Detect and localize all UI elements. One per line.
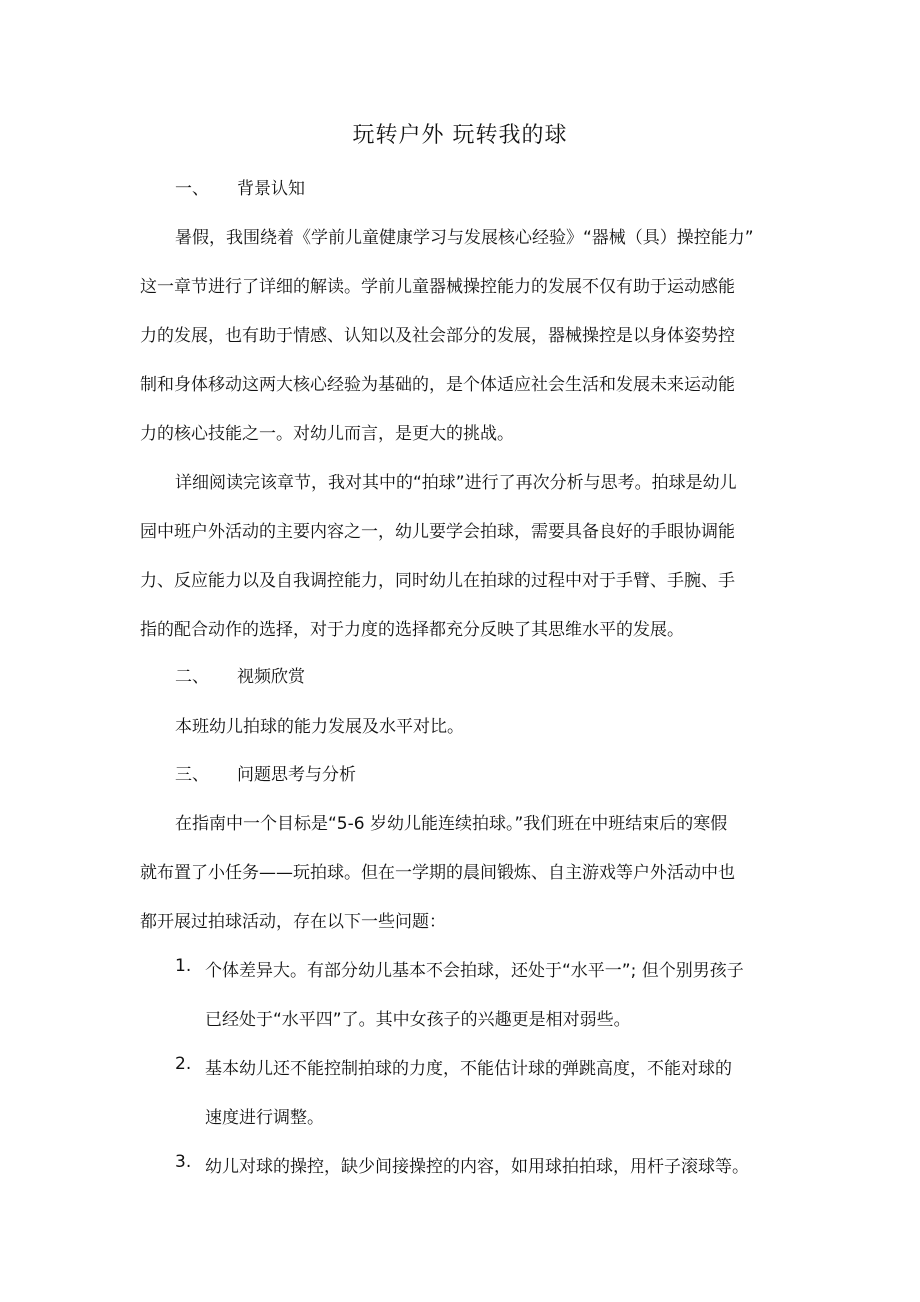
section-heading-2: [175, 662, 305, 687]
section-label: 视频欣赏: [237, 667, 305, 687]
paragraph-line: 暑假，我围绕着《学前儿童健康学习与发展核心经验》“器械（具）操控能力”: [175, 228, 754, 248]
paragraph-line: 园中班户外活动的主要内容之一，幼儿要学会拍球，需要具备良好的手眼协调能: [140, 522, 735, 542]
section-number: 一、: [175, 179, 209, 199]
section-label: 问题思考与分析: [237, 765, 356, 785]
paragraph-line: 就布置了小任务——玩拍球。但在一学期的晨间锻炼、自主游戏等户外活动中也: [140, 863, 735, 883]
list-item-line: 幼儿对球的操控，缺少间接操控的内容，如用球拍拍球，用杆子滚球等。: [205, 1157, 749, 1177]
paragraph-line: 都开展过拍球活动，存在以下一些问题：: [140, 912, 446, 932]
list-item-line: 速度进行调整。: [205, 1108, 324, 1128]
section-heading-1: [175, 174, 305, 199]
section-heading-3: [175, 760, 356, 785]
page-title: 玩转户外 玩转我的球: [352, 123, 568, 148]
section-number: 三、: [175, 765, 209, 785]
paragraph-line: 力、反应能力以及自我调控能力，同时幼儿在拍球的过程中对于手臂、手腕、手: [140, 571, 735, 591]
list-item-line: 个体差异大。有部分幼儿基本不会拍球，还处于“水平一”; 但个别男孩子: [205, 961, 744, 981]
paragraph-line: 详细阅读完该章节，我对其中的“拍球”进行了再次分析与思考。拍球是幼儿: [175, 473, 737, 493]
paragraph-line: 力的核心技能之一。对幼儿而言，是更大的挑战。: [140, 424, 514, 444]
list-item-line: 基本幼儿还不能控制拍球的力度，不能估计球的弹跳高度，不能对球的: [205, 1059, 732, 1079]
paragraph-line: 制和身体移动这两大核心经验为基础的，是个体适应社会生活和发展未来运动能: [140, 375, 735, 395]
paragraph-line: 力的发展，也有助于情感、认知以及社会部分的发展，器械操控是以身体姿势控: [140, 326, 735, 346]
paragraph-line: 这一章节进行了详细的解读。学前儿童器械操控能力的发展不仅有助于运动感能: [140, 277, 735, 297]
list-item-number: 2.: [175, 1054, 192, 1074]
list-item-line: 已经处于“水平四”了。其中女孩子的兴趣更是相对弱些。: [205, 1010, 631, 1030]
list-item-number: 3.: [175, 1152, 192, 1172]
section-label: 背景认知: [237, 179, 305, 199]
paragraph-line: 指的配合动作的选择，对于力度的选择都充分反映了其思维水平的发展。: [140, 620, 684, 640]
paragraph-line: 本班幼儿拍球的能力发展及水平对比。: [175, 717, 464, 737]
section-number: 二、: [175, 667, 209, 687]
paragraph-line: 在指南中一个目标是“5-6 岁幼儿能连续拍球。”我们班在中班结束后的寒假: [175, 814, 728, 834]
list-item-number: 1.: [175, 956, 192, 976]
